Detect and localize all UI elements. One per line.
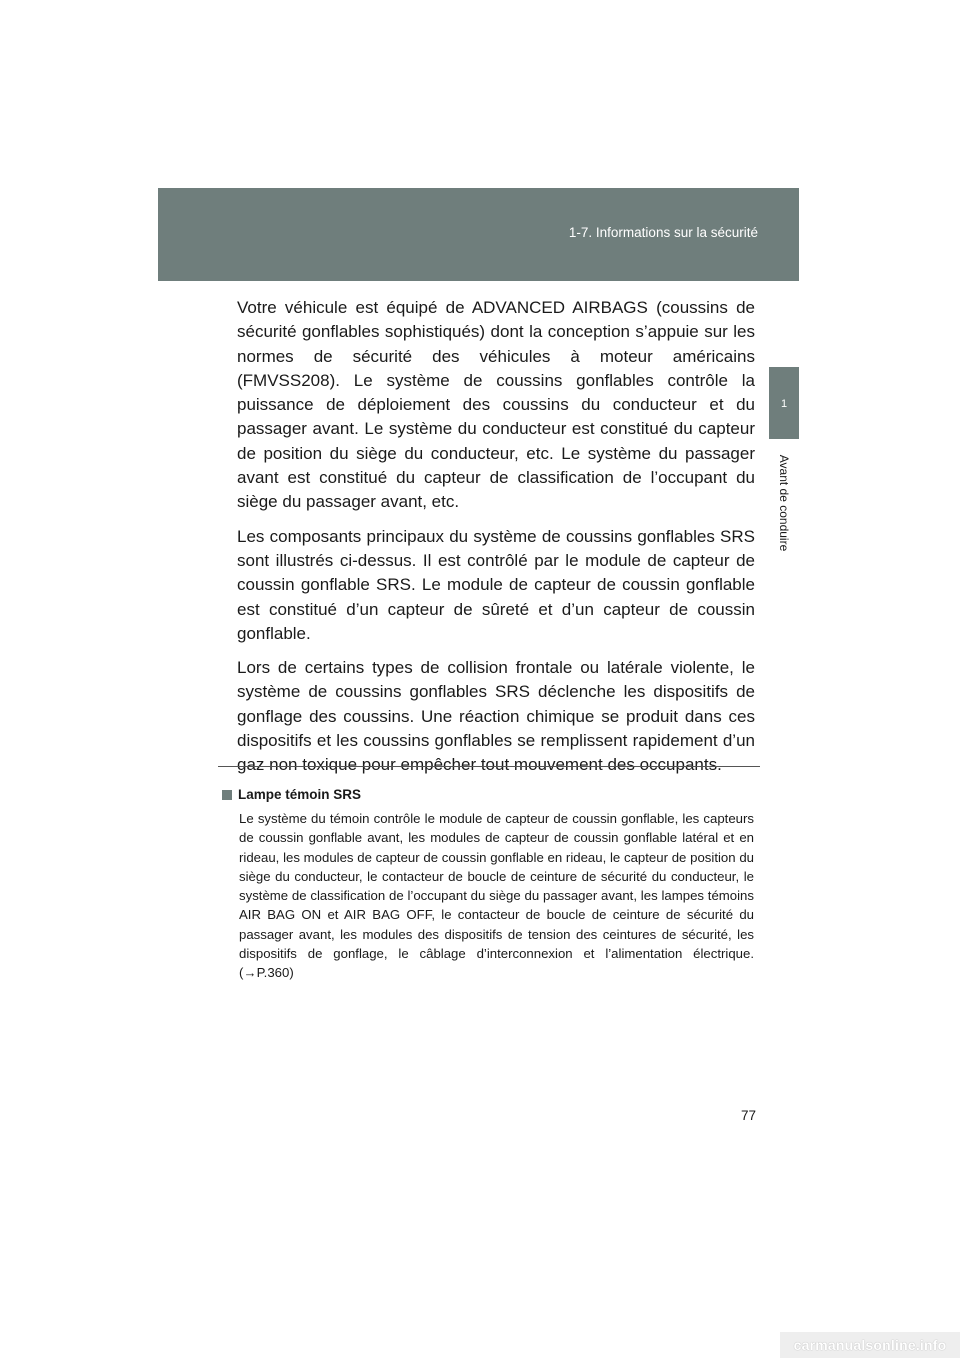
square-bullet-icon [222, 790, 232, 800]
note-body [239, 809, 754, 983]
chapter-tab [769, 367, 799, 439]
page-number: 77 [741, 1108, 757, 1123]
paragraph: Les composants principaux du système de coussins gonflables SRS sont illustrés ci-dessus. Il est contrôlé par le module de capteur de coussin gonflable SRS. Le module de capteur de coussin gonflable est constitué d’un capteur de sûreté et d’un capteur de coussin gonflable. [237, 526, 755, 643]
paragraph: Lors de certains types de collision frontale ou latérale violente, le système de coussins gonflables SRS déclenche les dispositifs de gonflage des coussins. Une réaction chimique se produit dans ces dispositifs et les coussins gonflables se remplissent rapidement d’un gaz non toxique pour empêcher tout mouvement des occupants. [237, 658, 755, 775]
watermark-text: carmanualsonline.info [793, 1337, 947, 1353]
header-band [158, 188, 799, 281]
chapter-number: 1 [780, 398, 788, 410]
main-text [237, 296, 755, 788]
note-heading-text: Lampe témoin SRS [238, 787, 362, 802]
watermark [780, 1332, 960, 1358]
section-divider [218, 766, 760, 767]
note-heading [222, 787, 361, 802]
chapter-label: Avant de conduire [777, 454, 791, 552]
paragraph: Votre véhicule est équipé de ADVANCED AIRBAGS (coussins de sécurité gonflables sophistiqués) dont la conception s’appuie sur les normes de sécurité des véhicules à moteur américains (FMVSS208). Le système de coussins gonflables contrôle la puissance de déploiement des coussins du conducteur et du passager avant. Le système du conducteur est constitué du capteur de position du siège du conducteur, etc. Le système du passager avant est constitué du capteur de classification de l’occupant du siège du passager avant, etc. [237, 298, 755, 512]
section-title: 1-7. Informations sur la sécurité [568, 225, 758, 240]
note-paragraph: Le système du témoin contrôle le module de capteur de coussin gonflable, les capteurs de coussin gonflable avant, les modules de capteur de coussin gonflable latéral et en rideau, les modules de capteur de coussin gonflable en rideau, le capteur de position du siège du conducteur, le contacteur de boucle de ceinture de sécurité du conducteur, le système de classification de l’occupant du siège du passager avant, les lampes témoins AIR BAG ON et AIR BAG OFF, le contacteur de boucle de ceinture de sécurité du passager avant, les modules des dispositifs de tension des ceintures de sécurité, les dispositifs de gonflage, le câblage d’interconnexion et l’alimentation électrique. (→P.360) [239, 811, 754, 981]
